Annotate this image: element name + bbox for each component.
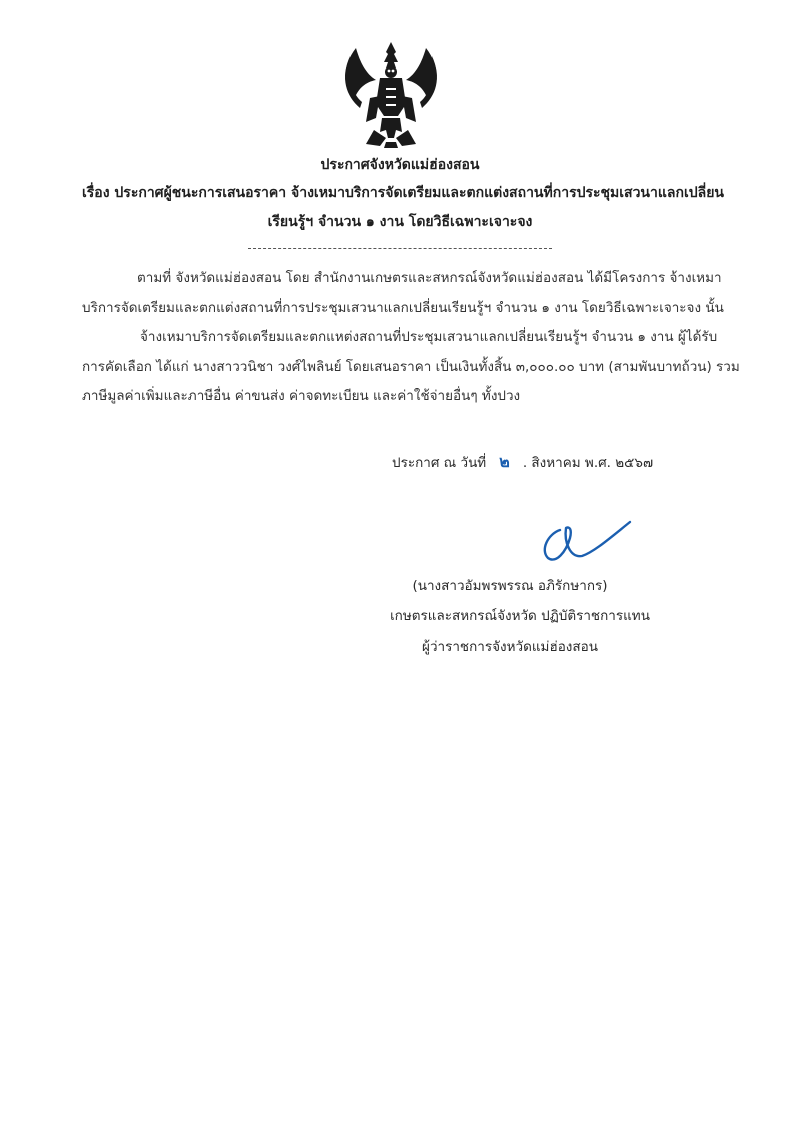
body-line-3: จ้างเหมาบริการจัดเตรียมและตกแหต่งสถานที่ประชุมเสวนาแลกเปลี่ยนเรียนรู้ฯ จำนวน ๑ งาน ผู้ได้รับ [140, 329, 718, 345]
body-line-4: การคัดเลือก ได้แก่ นางสาววนิชา วงศ์ไพลินย์ โดยเสนอราคา เป็นเงินทั้งสิ้น ๓,๐๐๐.๐๐ บาท (สามพันบาทถ้วน) รวม [82, 359, 740, 375]
subject-line-2: เรียนรู้ฯ จำนวน ๑ งาน โดยวิธีเฉพาะเจาะจง [267, 214, 533, 230]
body-line-5: ภาษีมูลค่าเพิ่มและภาษีอื่น ค่าขนส่ง ค่าจดทะเบียน และค่าใช้จ่ายอื่นๆ ทั้งปวง [82, 388, 521, 404]
dashed-divider [248, 248, 552, 249]
body-line-2: บริการจัดเตรียมและตกแต่งสถานที่การประชุมเสวนาแลกเปลี่ยนเรียนรู้ฯ จำนวน ๑ งาน โดยวิธีเฉพาะเจาะจง นั้น [82, 300, 724, 316]
date-day-handwritten: ๒ [499, 452, 510, 471]
date-prefix: ประกาศ ณ วันที่ [392, 455, 487, 471]
page-title: ประกาศจังหวัดแม่ฮ่องสอน [320, 157, 480, 173]
signer-position: เกษตรและสหกรณ์จังหวัด ปฏิบัติราชการแทน [390, 608, 650, 624]
signer-on-behalf: ผู้ว่าราชการจังหวัดแม่ฮ่องสอน [422, 639, 598, 655]
signature-icon [530, 508, 640, 568]
announcement-date [392, 450, 653, 475]
subject-line-1: เรื่อง ประกาศผู้ชนะการเสนอราคา จ้างเหมาบริการจัดเตรียมและตกแต่งสถานที่การประชุมเสวนาแลกเปลี่ยน [82, 185, 724, 201]
signer-name: (นางสาวอัมพรพรรณ อภิรักษากร) [412, 578, 608, 594]
garuda-emblem-icon [336, 38, 446, 150]
body-line-1: ตามที่ จังหวัดแม่ฮ่องสอน โดย สำนักงานเกษตรและสหกรณ์จังหวัดแม่ฮ่องสอน ได้มีโครงการ จ้างเหมา [137, 270, 722, 286]
date-month-year: . สิงหาคม พ.ศ. ๒๕๖๗ [522, 455, 654, 471]
